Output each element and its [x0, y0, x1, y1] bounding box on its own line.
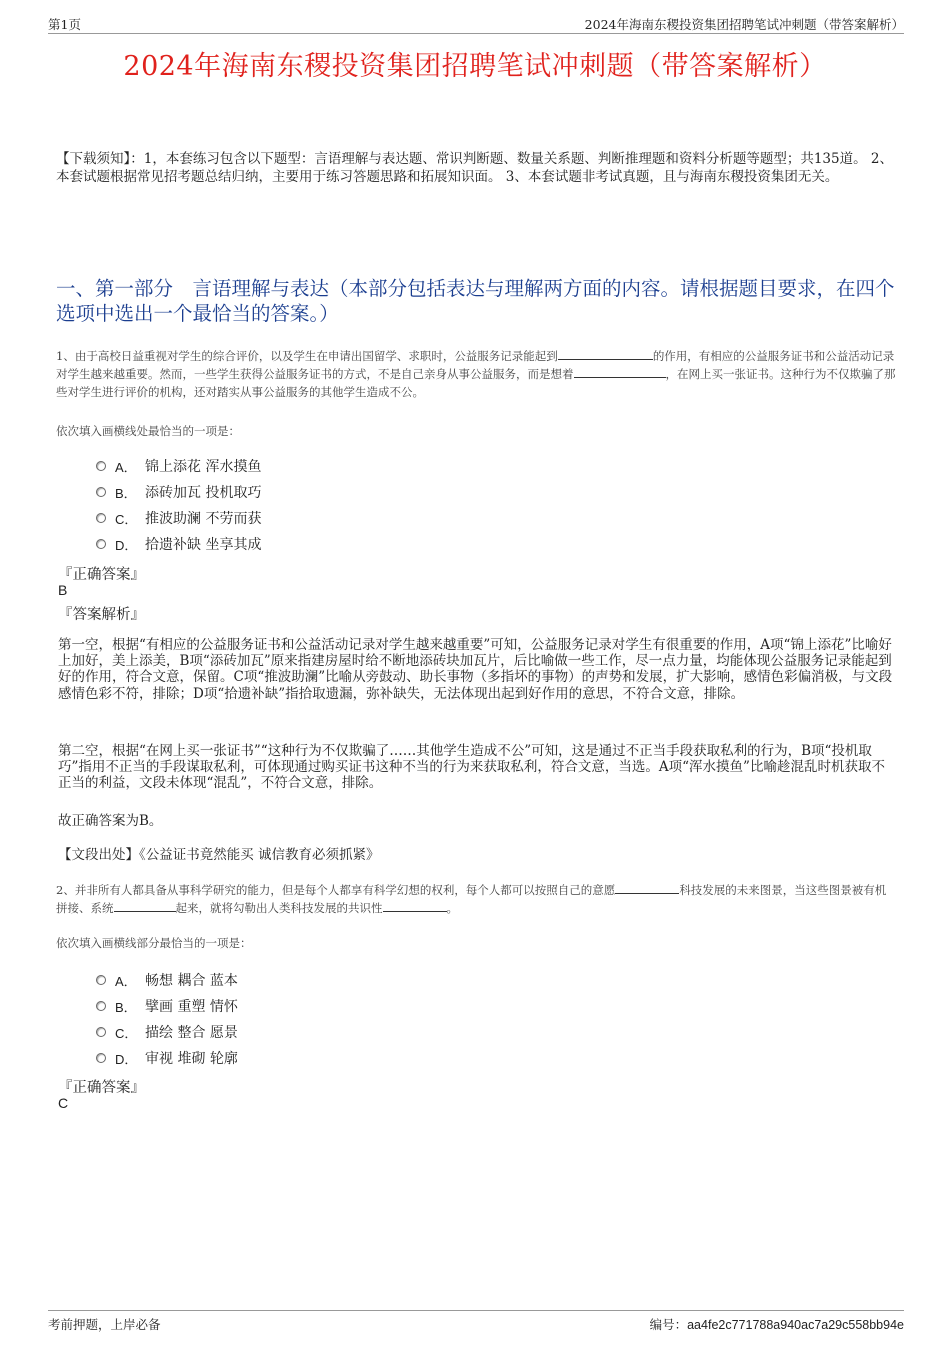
option-b[interactable] [96, 479, 496, 505]
radio-icon[interactable] [96, 487, 106, 497]
option-a[interactable] [96, 967, 496, 993]
radio-icon[interactable] [96, 1053, 106, 1063]
option-letter: B． [115, 485, 137, 501]
answer-label: 『正确答案』 [58, 1080, 145, 1096]
option-text: 审视 堆砌 轮廓 [145, 1051, 238, 1067]
answer-value: C [58, 1095, 69, 1111]
question-2-text [56, 881, 896, 917]
question-text-part: 起来，就将勾勒出人类科技发展的共识性 [175, 901, 383, 915]
fill-blank [615, 881, 679, 894]
option-a[interactable] [96, 453, 496, 479]
radio-icon[interactable] [96, 975, 106, 985]
question-1-instruction: 依次填入画横线处最恰当的一项是： [56, 424, 240, 438]
option-letter: C． [115, 511, 138, 527]
question-1-options [96, 453, 496, 557]
footer-code [650, 1315, 904, 1333]
code-label: 编号： [649, 1317, 688, 1332]
analysis-label: 『答案解析』 [58, 607, 145, 623]
fill-blank [383, 899, 447, 912]
source-citation: 【文段出处】《公益证书竟然能买 诚信教育必须抓紧》 [58, 847, 380, 863]
radio-icon[interactable] [96, 1001, 106, 1011]
option-letter: D． [115, 1051, 138, 1067]
option-b[interactable] [96, 993, 496, 1019]
option-text: 畅想 耦合 蓝本 [145, 973, 238, 989]
option-letter: C． [115, 1025, 138, 1041]
footer-slogan: 考前押题，上岸必备 [48, 1317, 161, 1332]
question-text-part: ，在网上买一张证书。这种行为不仅欺骗了那些对学生进行评价的机构，还对踏实从事公益服务的其他学生造成不公。 [56, 367, 896, 399]
option-text: 锦上添花 浑水摸鱼 [145, 459, 262, 475]
option-letter: A． [115, 973, 137, 989]
option-letter: A． [115, 459, 137, 475]
question-1-text [56, 347, 896, 401]
option-text: 拾遗补缺 坐享其成 [145, 537, 262, 553]
question-text-part: 科技发展的未来图景，当这些图景被有机拼接、系统 [56, 883, 887, 915]
section-title: 一、第一部分 言语理解与表达（本部分包括表达与理解两方面的内容。请根据题目要求，在四个选项中选出一个最恰当的答案。） [56, 277, 895, 325]
download-notice: 【下载须知】：1，本套练习包含以下题型：言语理解与表达题、常识判断题、数量关系题、判断推理题和资料分析题等题型；共135道。 2、本套试题根据常见招考题总结归纳，主要用于练习答题思路和拓展知识面。 3、本套试题非考试真题，且与海南东稷投资集团无关。 [56, 151, 893, 185]
analysis-paragraph-1: 第一空，根据“有相应的公益服务证书和公益活动记录对学生越来越重要”可知，公益服务记录对学生有很重要的作用，A项“锦上添花”比喻好上加好，美上添美，B项“添砖加瓦”原来指建房屋时给不断地添砖块加瓦片，后比喻做一些工作，尽一点力量，均能体现公益服务记录能起到好的作用，符合文意，保留。C项“推波助澜”比喻从旁鼓动、助长事物（多指坏的事物）的声势和发展，扩大影响，感情色彩偏消极，与文段感情色彩不符，排除；D项“拾遗补缺”指拾取遗漏，弥补缺失，无法体现出起到好作用的意思，不符合文意，排除。 [58, 637, 893, 702]
question-text-part: 1、由于高校日益重视对学生的综合评价，以及学生在申请出国留学、求职时，公益服务记录能起到 [56, 349, 558, 363]
answer-value: B [58, 582, 68, 598]
option-d[interactable] [96, 1045, 496, 1071]
header-doc-title: 2024年海南东稷投资集团招聘笔试冲刺题（带答案解析） [584, 17, 904, 32]
code-value: aa4fe2c771788a940ac7a29c558bb94e [687, 1318, 904, 1332]
question-text-part: 2、并非所有人都具备从事科学研究的能力，但是每个人都享有科学幻想的权利，每个人都可以按照自己的意愿 [56, 883, 616, 897]
question-text-part: 的作用，有相应的公益服务证书和公益活动记录对学生越来越重要。然而，一些学生获得公益服务证书的方式，不是自己亲身从事公益服务，而是想着 [56, 349, 895, 381]
page-title: 2024年海南东稷投资集团招聘笔试冲刺题（带答案解析） [123, 51, 827, 82]
radio-icon[interactable] [96, 1027, 106, 1037]
answer-label: 『正确答案』 [58, 567, 145, 583]
radio-icon[interactable] [96, 513, 106, 523]
option-text: 推波助澜 不劳而获 [145, 511, 262, 527]
page-footer [48, 1310, 904, 1341]
question-2-options [96, 967, 496, 1071]
option-text: 描绘 整合 愿景 [145, 1025, 238, 1041]
option-text: 添砖加瓦 投机取巧 [145, 485, 262, 501]
option-letter: B． [115, 999, 137, 1015]
option-text: 擘画 重塑 情怀 [145, 999, 238, 1015]
option-d[interactable] [96, 531, 496, 557]
fill-blank [558, 347, 653, 360]
radio-icon[interactable] [96, 461, 106, 471]
fill-blank [114, 899, 176, 912]
option-letter: D． [115, 537, 138, 553]
fill-blank [574, 365, 666, 378]
option-c[interactable] [96, 505, 496, 531]
analysis-paragraph-2: 第二空，根据“在网上买一张证书”“这种行为不仅欺骗了……其他学生造成不公”可知，这是通过不正当手段获取私利的行为，B项“投机取巧”指用不正当的手段谋取私利，可体现通过购买证书这种不当的行为来获取私利，符合文意，当选。A项“浑水摸鱼”比喻趁混乱时机获取不正当的利益，文段未体现“混乱”，不符合文意，排除。 [58, 743, 885, 792]
question-2-instruction: 依次填入画横线部分最恰当的一项是： [56, 936, 252, 950]
radio-icon[interactable] [96, 539, 106, 549]
page-header [48, 14, 904, 34]
option-c[interactable] [96, 1019, 496, 1045]
analysis-conclusion: 故正确答案为B。 [58, 813, 163, 829]
question-text-part: 。 [446, 901, 458, 915]
page-number: 第1页 [48, 17, 81, 32]
